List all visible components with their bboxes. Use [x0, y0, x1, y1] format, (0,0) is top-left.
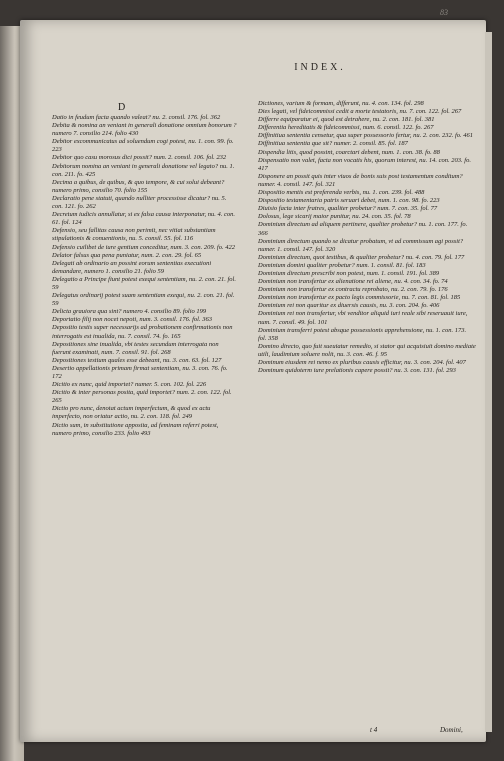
- index-entry: Diffinitiua sententia censetur, qua super possessorio fertur, nu. 2. con. 232. fo. 461: [258, 132, 474, 140]
- corner-number: 83: [440, 8, 448, 17]
- index-entry: Desertio appellationis primam firmat sententiam, nu. 3. con. 76. fo. 172: [52, 364, 228, 380]
- index-column-right: [258, 100, 476, 375]
- index-entry: Dominium directum ad aliquem pertinere, qualiter probetur? nu. 1. con. 177. fo. 366: [258, 221, 468, 237]
- index-entry: Dolosus, lege sicarij maior punitur, nu. 24. con. 35. fol. 78: [258, 213, 411, 221]
- page-header: INDEX.: [294, 62, 346, 73]
- index-entry: Delegatio a Principe fiunt potest exequi sententiam, nu. 2. con. 21. fol. 59: [52, 275, 236, 291]
- index-entry: Dominium directum quando se dicatur probatum, vt ad commissum agi possit? numer. 1. consil. 147. fol. 320: [258, 237, 464, 253]
- index-column-left: [52, 114, 238, 438]
- index-entry: Delegatus ordinarij potest suam sententiam exequi, nu. 2. con. 21. fol. 59: [52, 292, 235, 308]
- index-entry: Dominium transferri potest absque possessionis apprehensione, nu. 1. con. 173. fol. 358: [258, 326, 467, 342]
- index-entry: Dominium non transfertur ex contractu reprobato, nu. 2. con. 79. fo. 176: [258, 286, 448, 294]
- index-entry: Diffinitiua sententia que sit? numer. 2. consil. 85. fol. 187: [258, 140, 408, 148]
- index-entry: Dicitio ex nunc, quid importet? numer. 5. con. 102. fol. 226: [52, 381, 207, 389]
- index-entry: Depositiones testium quales esse debeant, nu. 3. con. 63. fol. 127: [52, 356, 222, 364]
- index-entry: Datio in feudum facta quando valeat? nu. 2. consil. 176. fol. 362: [52, 114, 221, 121]
- index-entry: Dicitio & inter personas posita, quid importet? num. 2. con. 122. fol. 265: [52, 389, 232, 405]
- index-entry: Debitorum nomina an veniant in generali donatione vel legato? nu. 1. con. 211. fo. 425: [52, 162, 235, 178]
- index-entry: Depositio testis super necessarijs ad probationem confirmationis non interrogatis est inualida, nu. 7. consil. 74. fo. 165: [52, 324, 233, 340]
- index-entry: Debitor quo casu morosus dici possit? num. 2. consil. 106. fol. 232: [52, 154, 227, 162]
- signature-mark: t 4: [370, 726, 378, 734]
- index-entry: Depositiones sine inualida, vbi testes secundum interrogata non fuerunt examinati, num. 7. consil. 91. fol. 268: [52, 340, 219, 356]
- index-entry: Debita & nomina an veniant in generali donatione omnium bonorum ? numero 7. consilio 214. folio 430: [52, 122, 237, 138]
- index-entry: Debitor excommunicatus ad soluendum cogi potest, nu. 1. con. 99. fo. 223: [52, 138, 234, 154]
- index-entry: Dominum quidoterm iure prelationis capere possit? nu. 3. con. 131. fol. 293: [258, 367, 456, 375]
- catchword: Domini,: [440, 726, 463, 734]
- index-entry: Delator falsus qua pena puniatur, num. 2. con. 29. fol. 65: [52, 251, 202, 259]
- page-edge: [485, 32, 492, 732]
- index-entry: Dispositio testamentaria patris seruari debet, num. 1. con. 98. fo. 223: [258, 197, 440, 205]
- index-entry: Differentia hereditatis & fideicommissi, num. 6. consil. 122. fo. 267: [258, 124, 434, 132]
- index-entry: Diuisio facta inter fratres, qualiter probetur? num. 7. con. 35. fol. 77: [258, 205, 438, 213]
- index-entry: Differre equiparatur ei, quod est detrahere, nu. 2. con. 181. fol. 381: [258, 116, 435, 124]
- index-entry: Dispositio mentis est preferenda verbis, nu. 1. con. 239. fol. 488: [258, 189, 425, 197]
- index-entry: Deportatio filij non nocet nepoti, num. 3. consil. 176. fol. 363: [52, 316, 212, 324]
- section-letter: D: [118, 102, 126, 113]
- index-entry: Disponere an possit quis inter viuos de bonis suis post testamentum conditum? numer. 4. consil. 147. fol. 321: [258, 172, 463, 188]
- index-entry: Dominium directum, quot testibus, & qualiter probetur? nu. 4. con. 79. fol. 177: [258, 253, 465, 261]
- index-entry: Dominium rei non transfertur, vbi venditor aliquid iuri reale sibi reseruauit iure, num. 7. consil. 49. fol. 101: [258, 310, 468, 326]
- index-entry: Decima a quibus, de quibus, & quo tempore, & cui solui debeant? numero primo, consilio 70. folio 155: [52, 178, 225, 194]
- index-entry: Dictio pro nunc, denotat actum imperfectum, & quod ex actu imperfecto, non oriatur actio, nu. 2. con. 118. fol. 249: [52, 405, 211, 421]
- index-entry: Dominium domini qualiter probetur? num. 1. consil. 81. fol. 183: [258, 261, 426, 269]
- index-entry: Domino directo, quo fuit sueuiatur remedio, si stator qui acquisiuit domino mediate utili, laudimium soluere nolit, nu. 3. con. 46. f. 95: [258, 342, 476, 358]
- index-entry: Defensio cuilibet de iure gentium conceditur, num. 3. con. 209. fo. 422: [52, 243, 235, 251]
- index-entry: Dictio sum, in substitutione apposita, ad feminam referri potest, numero primo, consilio 233. folio 493: [52, 421, 219, 437]
- index-entry: Delegati ab ordinario an possint eorum sententias executioni demandare, numero 1. consilio 21. folio 59: [52, 259, 212, 275]
- index-entry: Dominium directum prescribi non potest, num. 1. consil. 191. fol. 389: [258, 269, 440, 277]
- index-entry: Dies legati, vel fideicommissi cedit a morte testatoris, nu. 7. con. 122. fol. 267: [258, 108, 462, 116]
- index-entry: Dominium non transfertur ex alienatione rei aliene, nu. 4. con. 34. fo. 74: [258, 278, 448, 286]
- index-entry: Defensio, seu fallitas causa non perimit, nec vitiat substantiam stipulationis & conuentionis, nu. 5. consil. 55. fol. 116: [52, 227, 216, 243]
- index-entry: Dictiones, varium & formam, differunt, nu. 4. con. 134. fol. 298: [258, 100, 424, 107]
- index-entry: Dominium non transfertur ex pacto legis commissorie, nu. 7. con. 81. fol. 185: [258, 294, 461, 302]
- index-entry: Declaratio pene statuti, quando nulliter processisse dicatur? nu. 5. con. 121. fo. 262: [52, 194, 227, 211]
- index-entry: Dominum eiusdem rei nemo ex pluribus causis efficitur, nu. 3. con. 204. fol. 407: [258, 359, 466, 366]
- index-entry: Dispensatio non valet, facta non vocatis his, quorum interest, nu. 14. con. 203. fo. 417: [258, 156, 471, 172]
- index-entry: Dispendia litis, quod possint, coarctari debent, num. 1. con. 38. fo. 88: [258, 148, 440, 156]
- index-entry: Decretum iudicis annullatur, si ex falsa causa interponatur, nu. 4. con. 61. fol. 124: [52, 211, 236, 227]
- index-entry: Delicta grauiora qua sint? numero 4. consilio 89. folio 199: [52, 308, 207, 316]
- index-entry: Dominium rei non quaritur ex diuersis causis, nu. 3. con. 204. fo. 406: [258, 302, 440, 310]
